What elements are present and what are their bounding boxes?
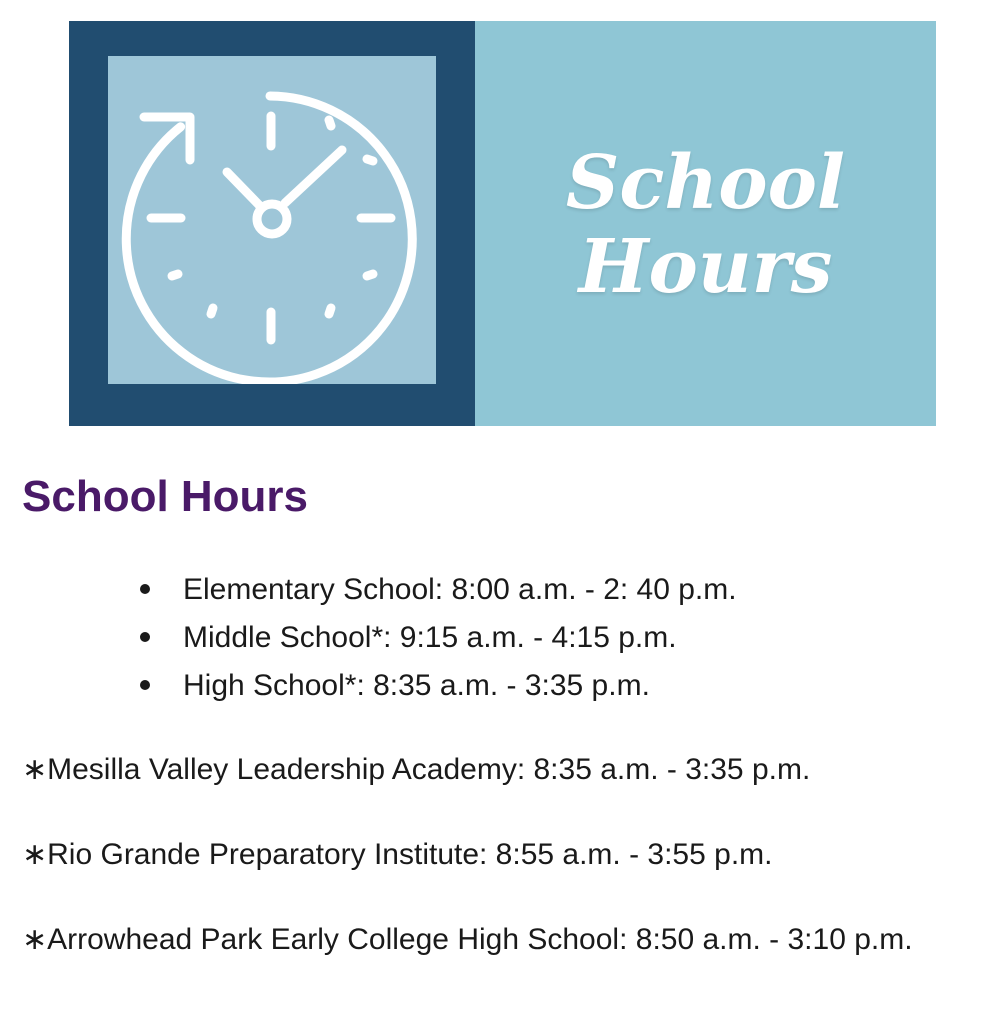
list-item-text: High School*: 8:35 a.m. - 3:35 p.m.: [183, 669, 650, 702]
page-title: School Hours: [22, 472, 309, 521]
list-item-middle: [140, 614, 737, 662]
banner-icon-panel: [69, 21, 475, 426]
list-item-elementary: [140, 566, 737, 614]
school-hours-banner: [69, 21, 936, 426]
banner-title-line-2: Hours: [578, 224, 833, 310]
banner-title-panel: [475, 21, 936, 426]
bullet-icon: [140, 680, 150, 690]
banner-title: [475, 141, 936, 309]
note-rio-grande: ∗Rio Grande Preparatory Institute: 8:55 a.m. - 3:55 p.m.: [22, 838, 773, 871]
clock-with-refresh-arrow-icon: [108, 56, 436, 384]
school-hours-list: [140, 566, 737, 710]
list-item-high: [140, 662, 737, 710]
clock-icon-box: [108, 56, 436, 384]
banner-title-line-1: School: [565, 140, 846, 226]
list-item-text: Elementary School: 8:00 a.m. - 2: 40 p.m.: [183, 573, 737, 606]
list-item-text: Middle School*: 9:15 a.m. - 4:15 p.m.: [183, 621, 677, 654]
note-mesilla-valley: ∗Mesilla Valley Leadership Academy: 8:35 a.m. - 3:35 p.m.: [22, 753, 811, 786]
bullet-icon: [140, 584, 150, 594]
note-arrowhead-park: ∗Arrowhead Park Early College High School: 8:50 a.m. - 3:10 p.m.: [22, 923, 913, 956]
bullet-icon: [140, 632, 150, 642]
